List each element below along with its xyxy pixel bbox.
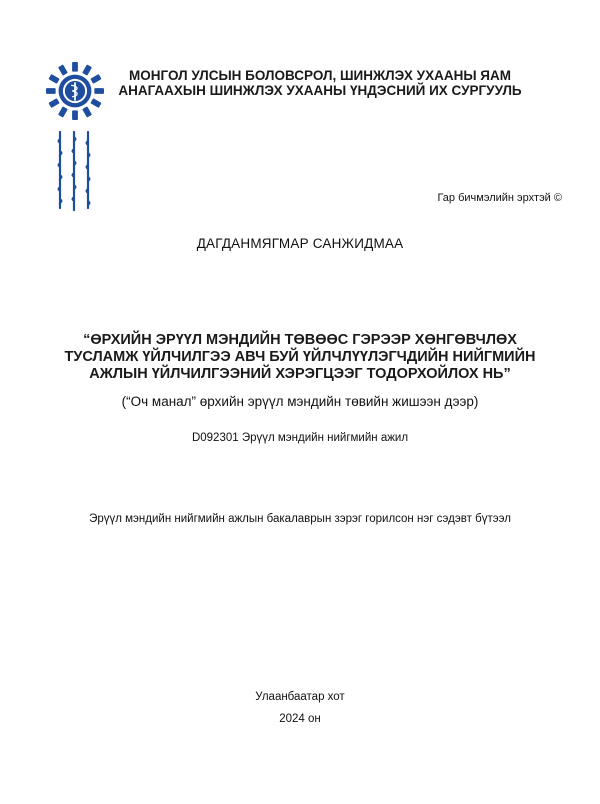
year: 2024 он [279,713,321,725]
title-line-3: АЖЛЫН ҮЙЛЧИЛГЭЭНИЙ ХЭРЭГЦЭЭГ ТОДОРХОЙЛОХ НЬ” [89,366,511,382]
city: Улаанбаатар хот [255,691,345,703]
ministry-name: МОНГОЛ УЛСЫН БОЛОВСРОЛ, ШИНЖЛЭХ УХААНЫ ЯАМ [128,68,511,83]
university-emblem-icon [46,60,104,122]
title-line-1: “ӨРХИЙН ЭРҮҮЛ МЭНДИЙН ТӨВӨӨС ГЭРЭЭР ХӨНГӨВЧЛӨХ [83,332,517,348]
copyright-note: Гар бичмэлийн эрхтэй © [437,192,562,204]
mongolian-script-name [50,128,100,214]
program-code: D092301 Эрүүл мэндийн нийгмийн ажил [191,432,409,444]
institution-header [100,68,540,98]
thesis-subtitle: (“Оч манал” өрхийн эрүүл мэндийн төвийн жишээн дээр) [121,394,479,409]
author-name: ДАГДАНМЯГМАР САНЖИДМАА [196,236,404,251]
degree-purpose: Эрүүл мэндийн нийгмийн ажлын бакалаврын зэрэг горилсон нэг сэдэвт бүтээл [89,513,511,525]
thesis-title [60,332,540,383]
title-line-2: ТУСЛАМЖ ҮЙЛЧИЛГЭЭ АВЧ БУЙ ҮЙЛЧЛҮҮЛЭГЧДИЙН НИЙГМИЙН [64,349,536,365]
university-name: АНАГААХЫН ШИНЖЛЭХ УХААНЫ ҮНДЭСНИЙ ИХ СУРГУУЛЬ [118,83,522,98]
